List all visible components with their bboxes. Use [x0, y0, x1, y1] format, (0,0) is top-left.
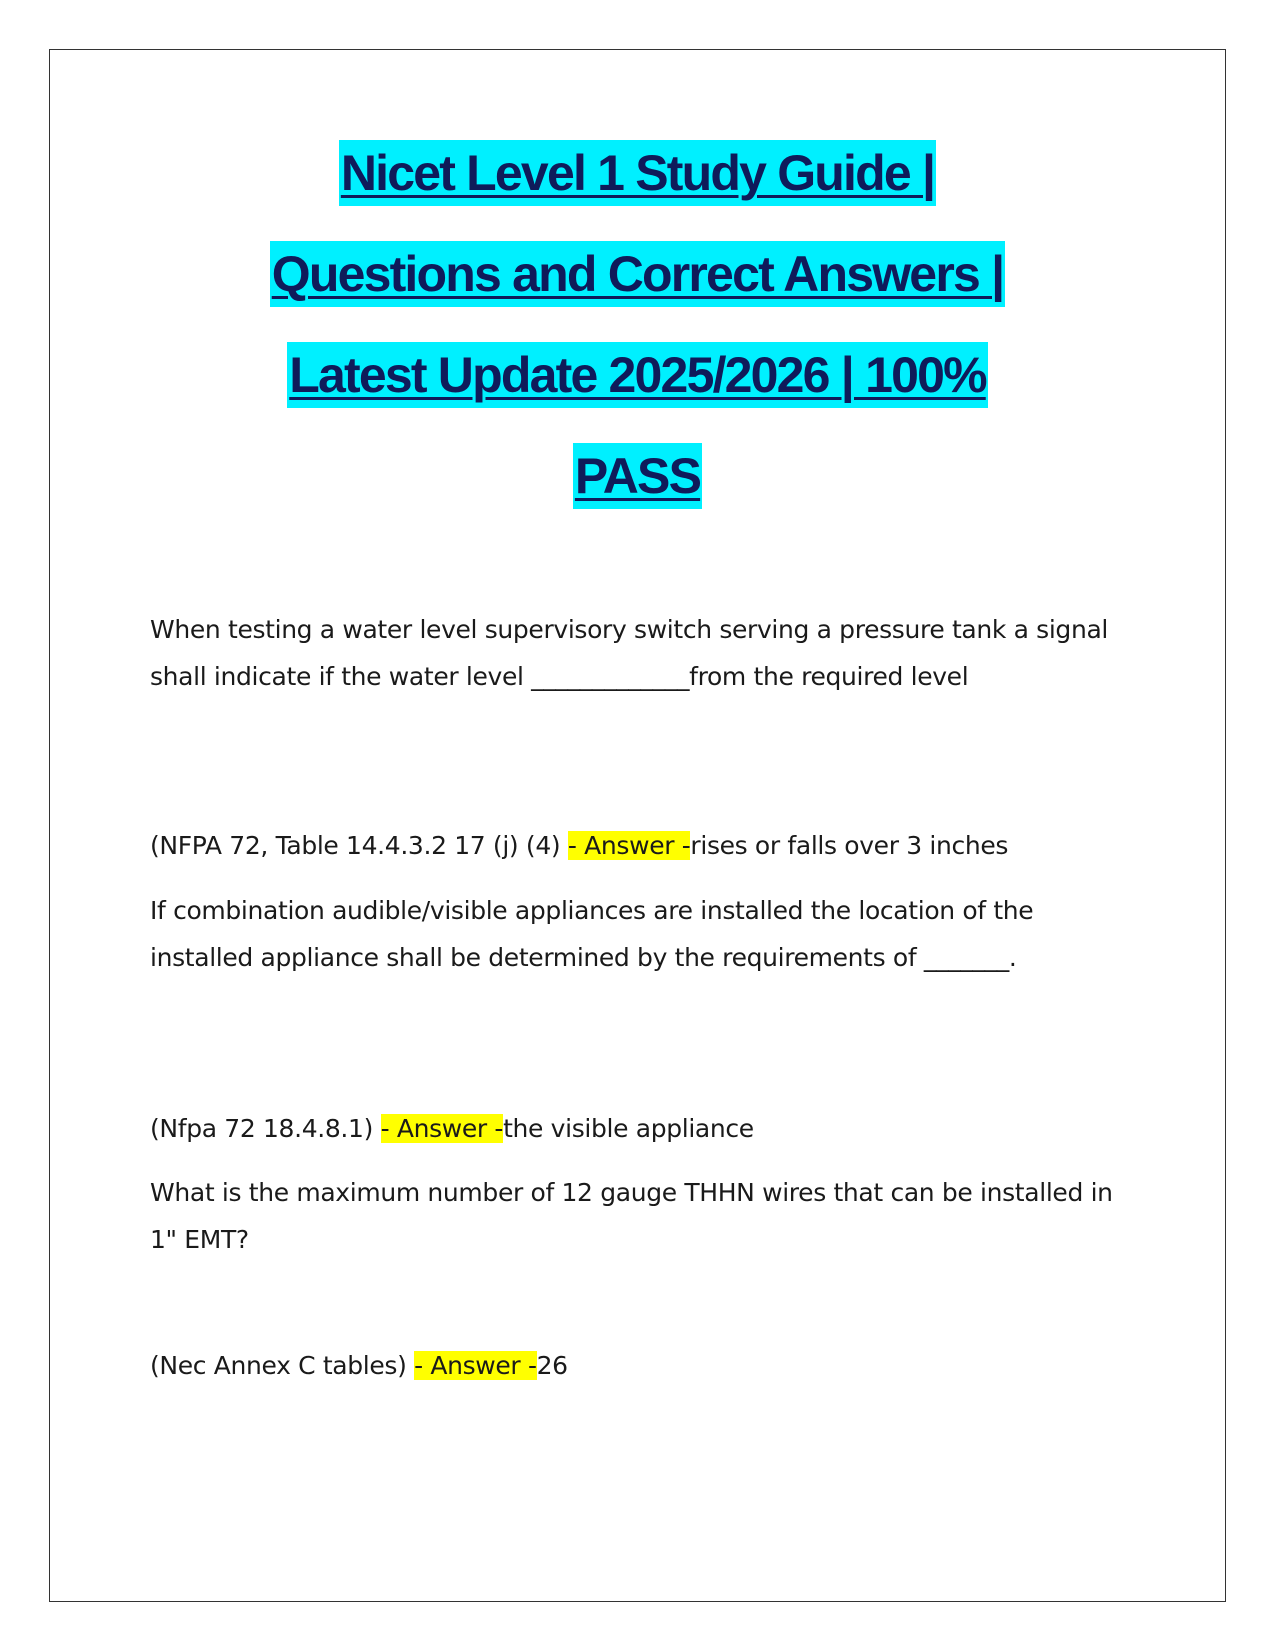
title-text-3: Latest Update 2025/2026 | 100%: [287, 342, 988, 408]
reference-1: (NFPA 72, Table 14.4.3.2 17 (j) (4): [150, 831, 568, 860]
question-2: If combination audible/visible appliances are installed the location of the installed appliance shall be determined by the requirements of _______.: [150, 896, 1034, 972]
title-line-1: [49, 140, 1226, 241]
answer-line-2: [150, 1105, 1130, 1152]
question-3: What is the maximum number of 12 gauge THHN wires that can be installed in 1" EMT?: [150, 1178, 1113, 1254]
reference-2: (Nfpa 72 18.4.8.1): [150, 1114, 381, 1143]
answer-3: 26: [536, 1351, 568, 1380]
title-text-1: Nicet Level 1 Study Guide |: [339, 140, 936, 206]
title-line-4: [49, 443, 1226, 544]
title-text-4: PASS: [573, 443, 702, 509]
answer-line-3: [150, 1342, 1130, 1389]
document-title: [49, 140, 1226, 544]
answer-2: the visible appliance: [503, 1114, 754, 1143]
title-text-2: Questions and Correct Answers |: [270, 241, 1006, 307]
title-line-2: [49, 241, 1226, 342]
answer-1: rises or falls over 3 inches: [690, 831, 1009, 860]
answer-marker-2: - Answer -: [380, 1114, 504, 1143]
answer-marker-1: - Answer -: [567, 831, 691, 860]
question-1: When testing a water level supervisory switch serving a pressure tank a signal shall indicate if the water level _____________from the required level: [150, 615, 1109, 691]
reference-3: (Nec Annex C tables): [150, 1351, 415, 1380]
answer-line-1: [150, 822, 1130, 869]
answer-marker-3: - Answer -: [414, 1351, 537, 1380]
title-line-3: [49, 342, 1226, 443]
